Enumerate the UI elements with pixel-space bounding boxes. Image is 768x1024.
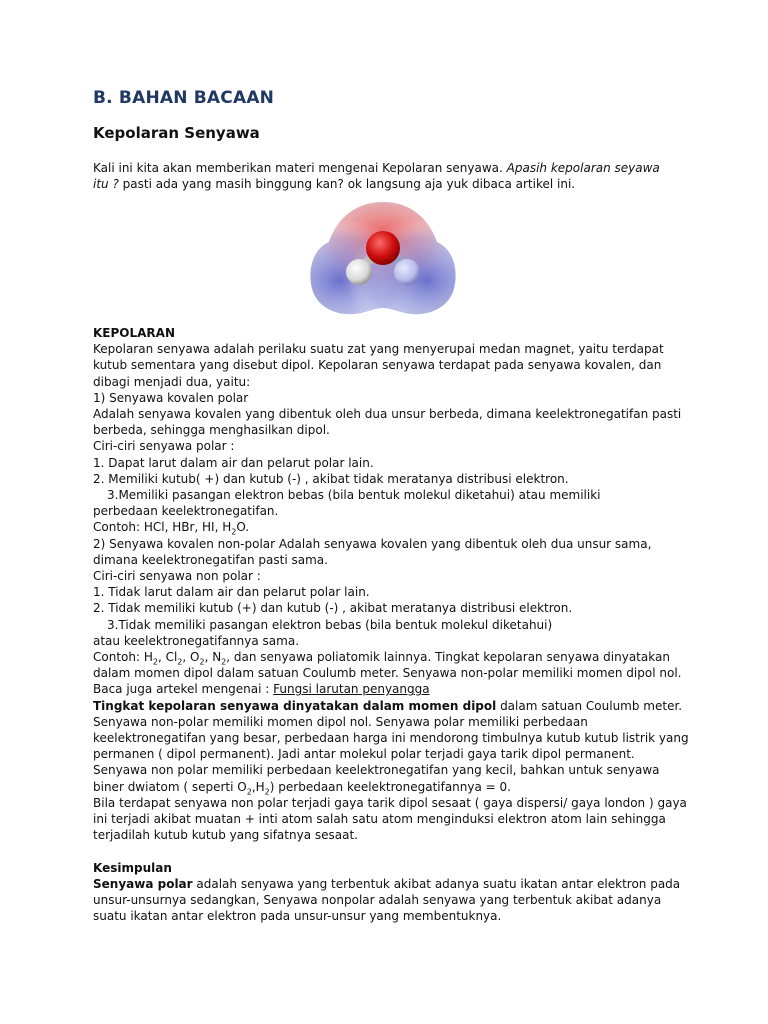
polar-trait-3: 3.Memiliki pasangan elektron bebas (bila bentuk molekul diketahui) atau memiliki <box>107 488 601 503</box>
polar-example-text: Contoh: HCl, HBr, HI, H <box>93 520 232 535</box>
paragraph-gap <box>93 844 693 860</box>
article-body <box>93 325 693 924</box>
conclusion-heading: Kesimpulan <box>93 860 172 875</box>
polar-trait-2: 2. Memiliki kutub( +) dan kutub (-) , akibat tidak meratanya distribusi elektron. <box>93 471 569 486</box>
intro-text: Kali ini kita akan memberikan materi mengenai Kepolaran senyawa. <box>93 161 507 175</box>
nonpolar-title: 2) Senyawa kovalen non-polar Adalah senyawa kovalen yang dibentuk oleh dua unsur sama, dimana keelektronegatifan pasti sama. <box>93 536 652 567</box>
nonpolar-traits-title: Ciri-ciri senyawa non polar : <box>93 569 261 584</box>
nonpolar-trait-3: 3.Tidak memiliki pasangan elektron bebas (bila bentuk molekul diketahui) <box>107 617 553 632</box>
polar-traits-title: Ciri-ciri senyawa polar : <box>93 439 235 454</box>
nonpolar-small-diff: Senyawa non polar memiliki perbedaan keelektronegatifan yang kecil, bahkan untuk senyawa biner dwiatom ( seperti $O_2,H_2$) perbedaan keelektronegatifannya = 0. <box>93 763 660 797</box>
polar-trait-1: 1. Dapat larut dalam air dan pelarut polar lain. <box>93 455 374 470</box>
dipole-paragraph: Tingkat kepolaran senyawa dinyatakan dalam momen dipol dalam satuan Coulumb meter. Senyawa non-polar memiliki momen dipol nol. Senyawa polar memiliki perbedaan keelektronegatifan yang besar, perbedaan harga ini mendorong timbulnya kutub kutub listrik yang permanen ( dipol permanent). Jadi antar molekul polar terjadi gaya tarik dipol permanent. <box>93 698 689 762</box>
nonpolar-trait-2: 2. Tidak memiliki kutub (+) dan kutub (-) , akibat meratanya distribusi elektron. <box>93 601 573 616</box>
nonpolar-trait-3-cont: atau keelektronegatifannya sama. <box>93 633 300 648</box>
polar-title: 1) Senyawa kovalen polar <box>93 390 249 405</box>
polar-example: Contoh: HCl, HBr, HI, $H_2O$. <box>93 520 250 537</box>
kepolaran-definition: Kepolaran senyawa adalah perilaku suatu zat yang menyerupai medan magnet, yaitu terdapat kutub sementara yang disebut dipol. Kepolaran senyawa terdapat pada senyawa kovalen, dan dibagi menjadi dua, yaitu: <box>93 342 664 389</box>
hydrogen-atom-right <box>394 259 420 285</box>
nonpolar-example: Contoh: $H_2$, $Cl_2$, $O_2$, $N_2$, dan senyawa poliatomik lainnya. Tingkat kepolaran senyawa dinyatakan dalam momen dipol dalam satuan Coulumb meter. Senyawa non-polar memiliki momen dipol nol. <box>93 650 682 681</box>
section-heading: B. BAHAN BACAAN <box>93 88 275 108</box>
intro-tail: pasti ada yang masih binggung kan? ok langsung aja yuk dibaca artikel ini. <box>118 177 576 191</box>
conclusion-text: Senyawa polar adalah senyawa yang terbentuk akibat adanya suatu ikatan antar elektron pada unsur-unsurnya sedangkan, Senyawa nonpolar adalah senyawa yang terbentuk akibat adanya suatu ikatan antar elektron pada unsur-unsur yang membentuknya. <box>93 876 681 924</box>
london-force-paragraph: Bila terdapat senyawa non polar terjadi gaya tarik dipol sesaat ( gaya dispersi/ gaya london ) gaya ini terjadi akibat muatan + inti atom salah satu atom menginduksi elektron atom lain sehingga terjadilah kutub kutub yang sifatnya sesaat. <box>93 795 687 843</box>
polar-trait-3-cont: perbedaan keelektronegatifan. <box>93 504 279 519</box>
see-also: Baca juga artekel mengenai : Fungsi larutan penyangga <box>93 682 430 697</box>
hydrogen-atom-left <box>346 259 372 285</box>
intro-paragraph <box>93 160 678 192</box>
polar-definition: Adalah senyawa kovalen yang dibentuk oleh dua unsur berbeda, dimana keelektronegatifan pasti berbeda, sehingga menghasilkan dipol. <box>93 407 682 438</box>
nonpolar-trait-1: 1. Tidak larut dalam air dan pelarut polar lain. <box>93 585 370 600</box>
intro-question: Apasih kepolaran seyawa itu ? <box>93 161 660 191</box>
kepolaran-heading: KEPOLARAN <box>93 326 175 340</box>
water-molecule-electrostatic-map <box>303 196 463 320</box>
article-title: Kepolaran Senyawa <box>93 124 260 142</box>
oxygen-atom <box>366 231 400 265</box>
see-also-link[interactable]: Fungsi larutan penyangga <box>273 682 430 697</box>
